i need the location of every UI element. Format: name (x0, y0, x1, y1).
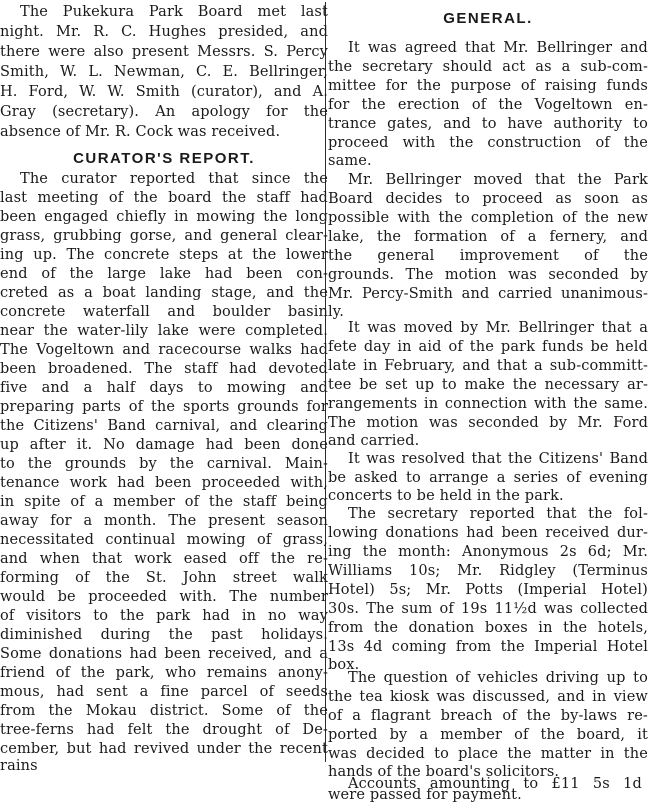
text-line: from the Mokau district. Some of the (0, 703, 328, 719)
text-line: Hotel) 5s; Mr. Potts (Imperial Hotel) (328, 582, 648, 598)
text-line: and when that work eased off the re- (0, 551, 328, 567)
text-line: Smith, W. L. Newman, C. E. Bellringer, (0, 64, 328, 80)
text-line: rangements in connection with the same. (328, 396, 648, 412)
text-line: It was agreed that Mr. Bellringer and (348, 40, 648, 56)
text-line: diminished during the past holidays. (0, 627, 328, 643)
text-line: from the donation boxes in the hotels, (328, 620, 648, 636)
text-line: mous, had sent a fine parcel of seeds (0, 684, 328, 700)
text-line: to the grounds by the carnival. Main- (0, 456, 328, 472)
text-line: preparing parts of the sports grounds for (0, 399, 328, 415)
text-line: five and a half days to mowing and (0, 380, 328, 396)
text-line: of a flagrant breach of the by-laws re- (328, 708, 648, 724)
text-line: would be proceeded with. The number (0, 589, 328, 605)
text-line: rains (0, 758, 38, 774)
text-line: there were also present Messrs. S. Percy (0, 44, 328, 60)
text-line: tree-ferns had felt the drought of De- (0, 722, 328, 738)
text-line: fete day in aid of the park funds be held (328, 339, 648, 355)
text-line: Mr. Bellringer moved that the Park (348, 172, 648, 188)
text-line: ly. (328, 304, 344, 320)
text-line: 30s. The sum of 19s 11½d was collected (328, 601, 648, 617)
text-line: tenance work had been proceeded with, (0, 475, 328, 491)
text-line: been engaged chiefly in mowing the long (0, 209, 328, 225)
text-line: 13s 4d coming from the Imperial Hotel (328, 639, 648, 655)
text-line: Accounts amounting to £11 5s 1d (348, 776, 642, 792)
text-line: end of the large lake had been con- (0, 266, 328, 282)
text-line: The question of vehicles driving up to (348, 670, 648, 686)
text-line: ing up. The concrete steps at the lower (0, 247, 328, 263)
text-line: near the water-lily lake were completed. (0, 323, 328, 339)
text-line: The motion was seconded by Mr. Ford (328, 415, 648, 431)
text-line: hands of the board's solicitors. (328, 764, 560, 780)
text-line: The curator reported that since the (20, 171, 328, 187)
text-line: H. Ford, W. W. Smith (curator), and A. (0, 84, 328, 100)
text-line: Gray (secretary). An apology for the (0, 104, 328, 120)
text-line: were passed for payment. (328, 787, 522, 803)
text-line: the Citizens' Band carnival, and clearing (0, 418, 328, 434)
text-line: cember, but had revived under the recent (0, 741, 328, 757)
text-line: of visitors to the park had in no way (0, 608, 328, 624)
text-line: possible with the completion of the new (328, 210, 648, 226)
text-line: the tea kiosk was discussed, and in view (328, 689, 648, 705)
text-line: trance gates, and to have authority to (328, 116, 648, 132)
text-line: ing the month: Anonymous 2s 6d; Mr. (328, 544, 648, 560)
text-line: mittee for the purpose of raising funds (328, 78, 648, 94)
text-line: ported by a member of the board, it (328, 727, 648, 743)
text-line: and carried. (328, 433, 420, 449)
text-line: for the erection of the Vogeltown en- (328, 97, 648, 113)
text-line: concrete waterfall and boulder basin (0, 304, 328, 320)
text-line: friend of the park, who remains anony- (0, 665, 328, 681)
text-line: in spite of a member of the staff being (0, 494, 328, 510)
text-line: last meeting of the board the staff had (0, 190, 328, 206)
text-line: forming of the St. John street walk (0, 570, 328, 586)
text-line: lowing donations had been received dur- (328, 525, 648, 541)
text-line: same. (328, 153, 372, 169)
text-line: grounds. The motion was seconded by (328, 267, 648, 283)
text-line: up after it. No damage had been done (0, 437, 328, 453)
text-line: Mr. Percy-Smith and carried unanimous- (328, 286, 648, 302)
text-line: grass, grubbing gorse, and general clear- (0, 228, 328, 244)
text-line: the secretary should act as a sub-com- (328, 59, 648, 75)
text-line: creted as a boat landing stage, and the (0, 285, 328, 301)
text-line: be asked to arrange a series of evening (328, 470, 648, 486)
text-line: absence of Mr. R. Cock was received. (0, 124, 281, 140)
text-line: concerts to be held in the park. (328, 488, 564, 504)
text-line: box. (328, 657, 360, 673)
text-line: lake, the formation of a fernery, and (328, 229, 648, 245)
text-line: The Pukekura Park Board met last (20, 4, 328, 20)
text-line: late in February, and that a sub-committ- (328, 358, 648, 374)
text-line: It was resolved that the Citizens' Band (348, 451, 648, 467)
text-line: away for a month. The present season (0, 513, 328, 529)
text-line: was decided to place the matter in the (328, 746, 648, 762)
text-line: Board decides to proceed as soon as (328, 191, 648, 207)
text-line: The secretary reported that the fol- (348, 506, 648, 522)
text-line: necessitated continual mowing of grass, (0, 532, 328, 548)
text-line: Williams 10s; Mr. Ridgley (Terminus (328, 563, 648, 579)
text-line: been broadened. The staff had devoted (0, 361, 328, 377)
text-line: proceed with the construction of the (328, 135, 648, 151)
text-line: night. Mr. R. C. Hughes presided, and (0, 24, 328, 40)
text-line: tee be set up to make the necessary ar- (328, 377, 648, 393)
text-line: The Vogeltown and racecourse walks had (0, 342, 328, 358)
text-line: It was moved by Mr. Bellringer that a (348, 320, 648, 336)
section-heading: CURATOR'S REPORT. (73, 150, 255, 167)
section-heading: GENERAL. (443, 10, 533, 27)
text-line: the general improvement of the (328, 248, 648, 264)
text-line: Some donations had been received, and a (0, 646, 328, 662)
